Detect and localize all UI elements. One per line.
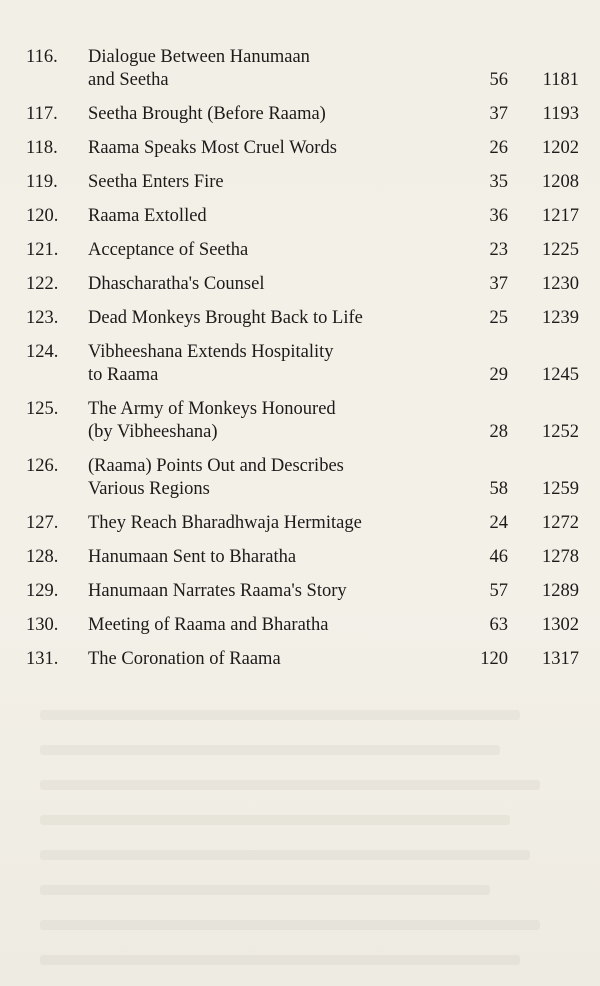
chapter-number: 117. <box>26 104 58 124</box>
sarga-count: 120 <box>480 649 508 669</box>
sarga-count: 28 <box>489 422 508 442</box>
chapter-title-line: Raama Extolled <box>88 206 207 226</box>
chapter-number: 116. <box>26 47 58 67</box>
toc-entry <box>26 648 578 682</box>
toc-entry <box>26 205 578 239</box>
chapter-title <box>88 398 438 444</box>
chapter-title-line: Hanumaan Narrates Raama's Story <box>88 581 347 601</box>
page-number: 1225 <box>542 240 579 260</box>
chapter-title <box>88 46 438 92</box>
page-number: 1208 <box>542 172 579 192</box>
chapter-title-line: The Coronation of Raama <box>88 649 281 669</box>
chapter-title <box>88 341 438 387</box>
chapter-number: 122. <box>26 274 59 294</box>
page-number: 1302 <box>542 615 579 635</box>
chapter-title-line: to Raama <box>88 365 159 385</box>
chapter-title <box>88 648 438 671</box>
chapter-title <box>88 307 438 330</box>
chapter-title-line: Meeting of Raama and Bharatha <box>88 615 329 635</box>
chapter-title <box>88 137 438 160</box>
sarga-count: 25 <box>489 308 508 328</box>
page-number: 1245 <box>542 365 579 385</box>
page-number: 1230 <box>542 274 579 294</box>
chapter-title-line: Hanumaan Sent to Bharatha <box>88 547 297 567</box>
chapter-number: 126. <box>26 456 59 476</box>
toc-entry <box>26 614 578 648</box>
page-number: 1239 <box>542 308 579 328</box>
chapter-title-line: and Seetha <box>88 70 169 90</box>
page-number: 1217 <box>542 206 579 226</box>
chapter-number: 119. <box>26 172 58 192</box>
chapter-title-line: Various Regions <box>88 479 210 499</box>
page-number: 1259 <box>542 479 579 499</box>
chapter-number: 131. <box>26 649 59 669</box>
chapter-title-line: Seetha Enters Fire <box>88 172 224 192</box>
sarga-count: 37 <box>489 274 508 294</box>
chapter-number: 118. <box>26 138 58 158</box>
page-number: 1272 <box>542 513 579 533</box>
toc-entry <box>26 455 578 512</box>
chapter-title <box>88 171 438 194</box>
toc-entry <box>26 580 578 614</box>
sarga-count: 26 <box>489 138 508 158</box>
sarga-count: 57 <box>489 581 508 601</box>
chapter-number: 125. <box>26 399 59 419</box>
page-number: 1202 <box>542 138 579 158</box>
toc-entry <box>26 103 578 137</box>
toc-entry <box>26 171 578 205</box>
chapter-title-line: Vibheeshana Extends Hospitality <box>88 342 334 362</box>
toc-entry <box>26 512 578 546</box>
chapter-title-line: They Reach Bharadhwaja Hermitage <box>88 513 362 533</box>
sarga-count: 35 <box>489 172 508 192</box>
chapter-title <box>88 455 438 501</box>
chapter-title-line: (Raama) Points Out and Describes <box>88 456 344 476</box>
chapter-number: 124. <box>26 342 59 362</box>
toc-entry <box>26 239 578 273</box>
chapter-number: 127. <box>26 513 59 533</box>
sarga-count: 24 <box>489 513 508 533</box>
sarga-count: 36 <box>489 206 508 226</box>
chapter-title <box>88 205 438 228</box>
toc-entry <box>26 307 578 341</box>
toc-entry <box>26 273 578 307</box>
sarga-count: 29 <box>489 365 508 385</box>
page-number: 1181 <box>542 70 579 90</box>
chapter-number: 121. <box>26 240 59 260</box>
page-number: 1317 <box>542 649 579 669</box>
chapter-title <box>88 580 438 603</box>
chapter-title-line: Seetha Brought (Before Raama) <box>88 104 326 124</box>
page-number: 1289 <box>542 581 579 601</box>
sarga-count: 23 <box>489 240 508 260</box>
toc-entry <box>26 546 578 580</box>
table-of-contents <box>26 46 578 682</box>
toc-entry <box>26 398 578 455</box>
chapter-number: 123. <box>26 308 59 328</box>
chapter-title <box>88 614 438 637</box>
chapter-title-line: Acceptance of Seetha <box>88 240 249 260</box>
chapter-title <box>88 103 438 126</box>
sarga-count: 58 <box>489 479 508 499</box>
chapter-title-line: Dead Monkeys Brought Back to Life <box>88 308 363 328</box>
chapter-number: 129. <box>26 581 59 601</box>
chapter-title <box>88 546 438 569</box>
sarga-count: 46 <box>489 547 508 567</box>
chapter-title-line: Raama Speaks Most Cruel Words <box>88 138 337 158</box>
chapter-number: 130. <box>26 615 59 635</box>
sarga-count: 56 <box>489 70 508 90</box>
chapter-number: 120. <box>26 206 59 226</box>
chapter-title-line: (by Vibheeshana) <box>88 422 218 442</box>
page-number: 1252 <box>542 422 579 442</box>
toc-entry <box>26 341 578 398</box>
chapter-title-line: Dialogue Between Hanumaan <box>88 47 310 67</box>
chapter-number: 128. <box>26 547 59 567</box>
page-number: 1193 <box>542 104 579 124</box>
chapter-title <box>88 273 438 296</box>
toc-entry <box>26 137 578 171</box>
chapter-title <box>88 512 438 535</box>
sarga-count: 63 <box>489 615 508 635</box>
toc-entry <box>26 46 578 103</box>
chapter-title-line: The Army of Monkeys Honoured <box>88 399 336 419</box>
page-number: 1278 <box>542 547 579 567</box>
chapter-title <box>88 239 438 262</box>
sarga-count: 37 <box>489 104 508 124</box>
chapter-title-line: Dhascharatha's Counsel <box>88 274 265 294</box>
